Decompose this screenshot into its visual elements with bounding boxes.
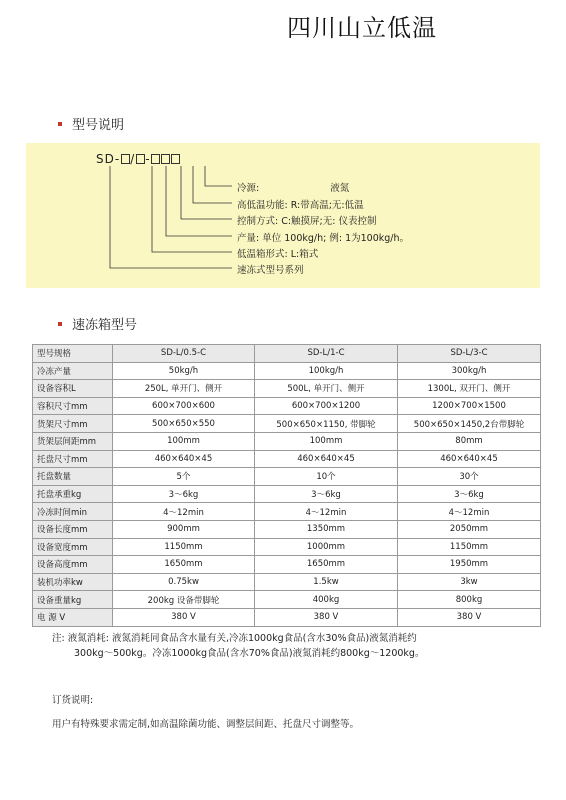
model-code-prefix: SD-	[96, 152, 121, 166]
row-label-cell: 设备宽度mm	[33, 538, 113, 556]
table-cell: 500×650×550	[113, 415, 255, 433]
table-row	[33, 397, 541, 415]
model-code	[96, 152, 181, 166]
table-cell: 800kg	[398, 591, 541, 609]
table-header-cell: SD-L/0.5-C	[113, 345, 255, 363]
table-cell: 1950mm	[398, 556, 541, 574]
table-header-cell: SD-L/3-C	[398, 345, 541, 363]
row-label-cell: 设备长度mm	[33, 520, 113, 538]
legend-temperature-function: 高低温功能: R:带高温;无:低温	[237, 200, 364, 211]
table-cell: 3～6kg	[113, 485, 255, 503]
table-cell: 500×650×1150, 带脚轮	[255, 415, 398, 433]
legend-control-mode: 控制方式: C:触摸屏;无: 仪表控制	[237, 216, 377, 227]
table-cell: 5个	[113, 468, 255, 486]
table-cell: 4～12min	[255, 503, 398, 521]
row-label-cell: 托盘尺寸mm	[33, 450, 113, 468]
table-row	[33, 468, 541, 486]
legend-output: 产量: 单位 100kg/h; 例: 1为100kg/h。	[237, 233, 409, 244]
table-row	[33, 608, 541, 626]
table-row	[33, 520, 541, 538]
table-section-heading	[58, 314, 137, 333]
table-row	[33, 556, 541, 574]
model-code-sep1: /	[130, 152, 136, 166]
table-cell: 100mm	[255, 432, 398, 450]
table-cell: 400kg	[255, 591, 398, 609]
table-cell: 0.75kw	[113, 573, 255, 591]
table-section-heading-text: 速冻箱型号	[72, 318, 138, 333]
table-cell: 50kg/h	[113, 362, 255, 380]
table-cell: 3～6kg	[398, 485, 541, 503]
code-box-icon	[161, 154, 170, 164]
table-cell: 3kw	[398, 573, 541, 591]
table-cell: 80mm	[398, 432, 541, 450]
row-label-cell: 电 源 V	[33, 608, 113, 626]
table-cell: 600×700×600	[113, 397, 255, 415]
table-cell: 250L, 单开门、侧开	[113, 380, 255, 398]
table-cell: 100kg/h	[255, 362, 398, 380]
row-label-cell: 冷冻时间min	[33, 503, 113, 521]
table-cell: 380 V	[398, 608, 541, 626]
table-header-cell: 型号规格	[33, 345, 113, 363]
table-row	[33, 380, 541, 398]
table-row	[33, 591, 541, 609]
ordering-text: 用户有特殊要求需定制,如高温除菌功能、调整层间距、托盘尺寸调整等。	[52, 719, 360, 730]
table-cell: 10个	[255, 468, 398, 486]
row-label-cell: 设备容积L	[33, 380, 113, 398]
table-cell: 1150mm	[398, 538, 541, 556]
note-line-2: 300kg～500kg。冷冻1000kg食品(含水70%食品)液氮消耗约800kg～1200kg。	[74, 648, 425, 659]
table-cell: 900mm	[113, 520, 255, 538]
table-row	[33, 450, 541, 468]
table-row	[33, 362, 541, 380]
table-cell: 3～6kg	[255, 485, 398, 503]
code-box-icon	[151, 154, 160, 164]
row-label-cell: 容积尺寸mm	[33, 397, 113, 415]
table-cell: 300kg/h	[398, 362, 541, 380]
row-label-cell: 货架层间距mm	[33, 432, 113, 450]
table-cell: 1350mm	[255, 520, 398, 538]
table-cell: 4～12min	[113, 503, 255, 521]
table-cell: 380 V	[113, 608, 255, 626]
table-cell: 4～12min	[398, 503, 541, 521]
table-cell: 1300L, 双开门、侧开	[398, 380, 541, 398]
table-row	[33, 538, 541, 556]
table-cell: 1000mm	[255, 538, 398, 556]
row-label-cell: 装机功率kw	[33, 573, 113, 591]
table-cell: 1150mm	[113, 538, 255, 556]
table-cell: 500L, 单开门、侧开	[255, 380, 398, 398]
model-section-heading-text: 型号说明	[72, 118, 125, 133]
table-row	[33, 432, 541, 450]
row-label-cell: 货架尺寸mm	[33, 415, 113, 433]
row-label-cell: 冷冻产量	[33, 362, 113, 380]
table-cell: 460×640×45	[113, 450, 255, 468]
table-cell: 380 V	[255, 608, 398, 626]
table-row	[33, 573, 541, 591]
note-line-1: 注: 液氮消耗: 液氮消耗同食品含水量有关,冷冻1000kg食品(含水30%食品)液氮消耗约	[52, 633, 417, 644]
model-section-heading	[58, 114, 124, 133]
table-row	[33, 503, 541, 521]
table-cell: 100mm	[113, 432, 255, 450]
table-cell: 30个	[398, 468, 541, 486]
table-cell: 1650mm	[255, 556, 398, 574]
table-cell: 500×650×1450,2台带脚轮	[398, 415, 541, 433]
legend-cooling-source: 冷源: 液氮	[237, 183, 350, 194]
code-box-icon	[136, 154, 145, 164]
ordering-title: 订货说明:	[52, 695, 94, 706]
table-cell: 1650mm	[113, 556, 255, 574]
table-cell: 460×640×45	[398, 450, 541, 468]
model-code-sep2: -	[145, 152, 151, 166]
bullet-icon	[58, 322, 62, 326]
table-cell: 600×700×1200	[255, 397, 398, 415]
code-box-icon	[121, 154, 130, 164]
code-box-icon	[171, 154, 180, 164]
table-cell: 460×640×45	[255, 450, 398, 468]
table-row	[33, 415, 541, 433]
legend-box-type: 低温箱形式: L:箱式	[237, 249, 319, 260]
table-header-row	[33, 345, 541, 363]
row-label-cell: 设备重量kg	[33, 591, 113, 609]
bullet-icon	[58, 122, 62, 126]
row-label-cell: 托盘承重kg	[33, 485, 113, 503]
table-row	[33, 485, 541, 503]
page-title: 四川山立低温	[287, 14, 437, 42]
table-header-cell: SD-L/1-C	[255, 345, 398, 363]
table-cell: 1.5kw	[255, 573, 398, 591]
spec-table	[32, 344, 541, 627]
row-label-cell: 设备高度mm	[33, 556, 113, 574]
table-cell: 200kg 设备带脚轮	[113, 591, 255, 609]
legend-series: 速冻式型号系列	[237, 265, 304, 276]
table-cell: 1200×700×1500	[398, 397, 541, 415]
table-cell: 2050mm	[398, 520, 541, 538]
row-label-cell: 托盘数量	[33, 468, 113, 486]
